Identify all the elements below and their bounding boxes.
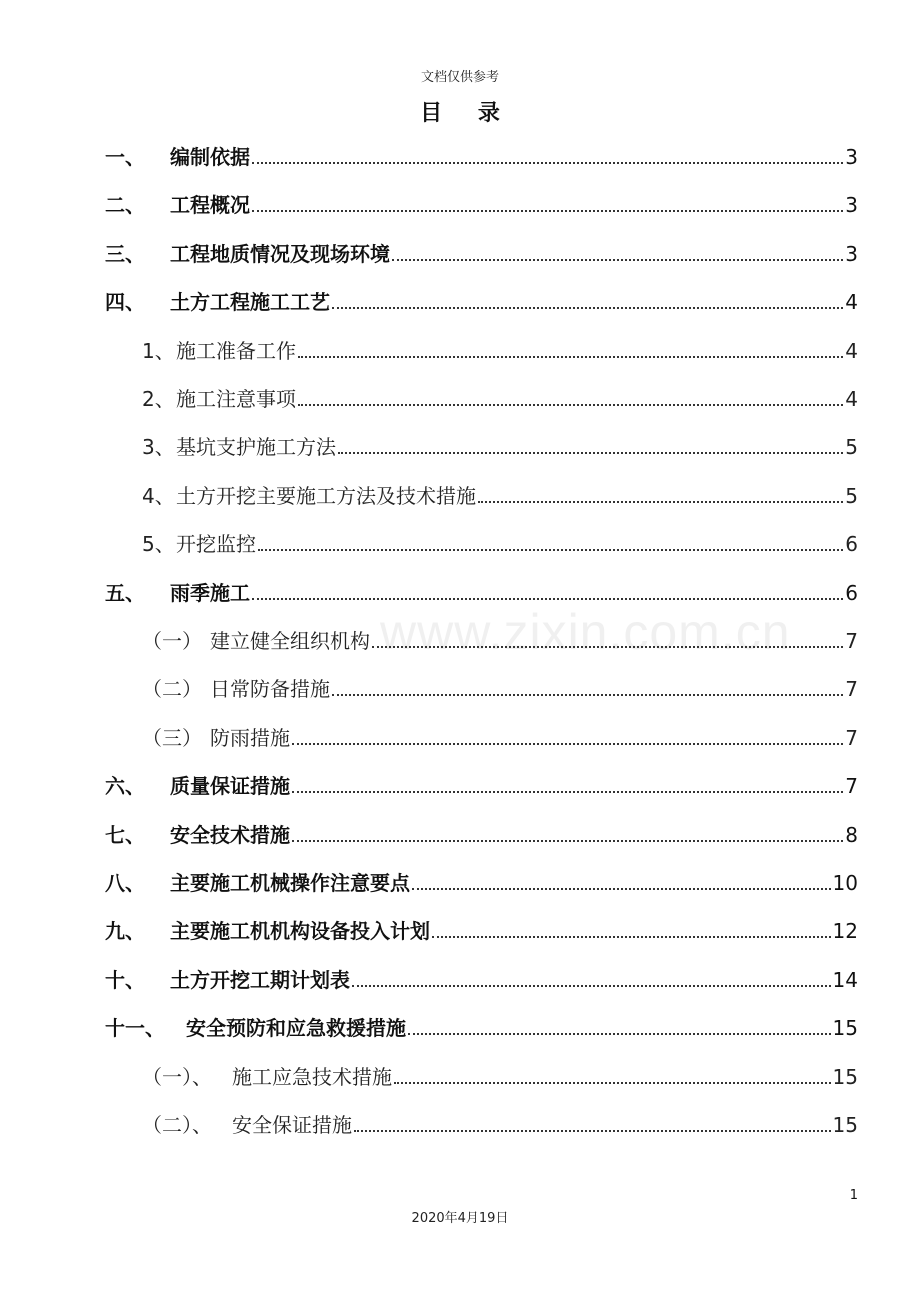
toc-dot-leader (354, 1130, 831, 1132)
toc-entry-page: 14 (832, 967, 858, 992)
toc-dot-leader (394, 1082, 831, 1084)
toc-entry-page: 3 (845, 241, 858, 266)
toc-entry-page: 6 (845, 580, 858, 605)
toc-dot-leader (478, 501, 843, 503)
toc-entry-label: 施工应急技术措施 (232, 1064, 392, 1089)
toc-entry-page: 5 (845, 483, 858, 508)
toc-entry-number: 七、 (105, 822, 145, 847)
toc-entry[interactable] (0, 626, 858, 656)
toc-entry-label: 主要施工机械操作注意要点 (170, 871, 410, 895)
toc-entry[interactable] (0, 916, 858, 946)
toc-dot-leader (252, 598, 843, 600)
toc-dot-leader (298, 404, 843, 406)
toc-entry-number: 4、 (142, 483, 175, 508)
toc-entry[interactable] (0, 723, 858, 753)
toc-entry-page: 12 (832, 919, 858, 944)
toc-entry-label: 主要施工机机构设备投入计划 (170, 919, 430, 944)
toc-entry-page: 3 (845, 145, 858, 169)
toc-entry-label: 质量保证措施 (170, 774, 290, 799)
document-header-note: 文档仅供参考 (420, 70, 499, 85)
toc-dot-leader (392, 259, 843, 261)
toc-entry[interactable] (0, 529, 858, 559)
toc-entry-label: 安全预防和应急救援措施 (186, 1016, 406, 1041)
toc-dot-leader (372, 646, 843, 648)
toc-entry[interactable] (0, 190, 858, 220)
toc-entry-number: 一、 (105, 145, 145, 169)
toc-dot-leader (298, 356, 843, 358)
toc-entry-label: 施工准备工作 (176, 338, 296, 363)
toc-entry[interactable] (0, 578, 858, 608)
toc-entry-label: 工程概况 (170, 193, 250, 218)
toc-entry-page: 10 (832, 871, 858, 895)
toc-entry[interactable] (0, 1062, 858, 1092)
toc-title: 目 录 (420, 101, 514, 126)
toc-entry[interactable] (0, 965, 858, 995)
toc-entry-page: 15 (832, 1016, 858, 1041)
toc-entry[interactable] (0, 1110, 858, 1140)
toc-dot-leader (338, 452, 843, 454)
watermark: www.zixin.com.cn (380, 604, 791, 660)
toc-dot-leader (292, 743, 843, 745)
toc-entry-page: 4 (845, 290, 858, 315)
toc-entry-label: 安全技术措施 (170, 822, 290, 847)
toc-entry[interactable] (0, 820, 858, 850)
toc-entry[interactable] (0, 481, 858, 511)
toc-entry-number: 八、 (105, 871, 145, 895)
toc-entry-label: 雨季施工 (170, 580, 250, 605)
toc-entry-page: 15 (832, 1064, 858, 1089)
toc-entry-number: 二、 (105, 193, 145, 218)
toc-dot-leader (332, 694, 843, 696)
toc-entry-label: 开挖监控 (176, 532, 256, 557)
toc-entry-page: 15 (832, 1113, 858, 1137)
toc-entry-number: 六、 (105, 774, 145, 799)
toc-entry[interactable] (0, 336, 858, 366)
toc-entry-number: （一） (142, 629, 202, 653)
toc-entry-number: 2、 (142, 387, 175, 411)
toc-entry-number: 5、 (142, 532, 175, 557)
toc-entry-label: 编制依据 (170, 145, 250, 169)
toc-entry-number: 3、 (142, 435, 175, 460)
toc-entry-page: 4 (845, 338, 858, 363)
toc-entry[interactable] (0, 1013, 858, 1043)
toc-dot-leader (332, 307, 843, 309)
toc-dot-leader (292, 791, 843, 793)
toc-entry[interactable] (0, 384, 858, 414)
toc-entry-label: 建立健全组织机构 (210, 629, 370, 653)
toc-dot-leader (352, 985, 831, 987)
toc-entry-label: 安全保证措施 (232, 1113, 352, 1137)
toc-entry-number: 十、 (105, 967, 145, 992)
toc-entry-number: 九、 (105, 919, 145, 944)
toc-entry-page: 7 (845, 677, 858, 702)
toc-entry[interactable] (0, 287, 858, 317)
toc-entry-number: （三） (142, 725, 202, 750)
toc-entry-page: 3 (845, 193, 858, 218)
toc-entry-number: 四、 (105, 290, 145, 315)
toc-entry[interactable] (0, 239, 858, 269)
toc-entry-page: 7 (845, 629, 858, 653)
toc-entry[interactable] (0, 868, 858, 898)
toc-entry-label: 基坑支护施工方法 (176, 435, 336, 460)
toc-entry-label: 土方开挖主要施工方法及技术措施 (176, 483, 476, 508)
footer-date: 2020年4月19日 (411, 1211, 509, 1226)
toc-entry-page: 5 (845, 435, 858, 460)
toc-entry-label: 日常防备措施 (210, 677, 330, 702)
toc-entry[interactable] (0, 432, 858, 462)
toc-entry-number: 1、 (142, 338, 175, 363)
toc-entry-page: 4 (845, 387, 858, 411)
toc-entry-number: 三、 (105, 241, 145, 266)
toc-dot-leader (252, 162, 843, 164)
toc-entry-number: 五、 (105, 580, 145, 605)
toc-entry-label: 土方开挖工期计划表 (170, 967, 350, 992)
toc-entry-number: （一）、 (142, 1064, 212, 1089)
toc-entry-page: 6 (845, 532, 858, 557)
toc-dot-leader (252, 210, 843, 212)
toc-entry-label: 土方工程施工工艺 (170, 290, 330, 315)
toc-entry-number: （二）、 (142, 1113, 212, 1137)
toc-entry-label: 施工注意事项 (176, 387, 296, 411)
toc-entry-label: 工程地质情况及现场环境 (170, 241, 390, 266)
toc-entry-number: （二） (142, 677, 202, 702)
toc-entry-page: 7 (845, 725, 858, 750)
toc-entry-number: 十一、 (105, 1016, 165, 1041)
toc-entry[interactable] (0, 142, 858, 172)
toc-dot-leader (258, 549, 843, 551)
toc-dot-leader (412, 888, 831, 890)
toc-dot-leader (408, 1033, 831, 1035)
toc-entry-page: 8 (845, 822, 858, 847)
page-number: 1 (849, 1188, 858, 1203)
toc-entry-label: 防雨措施 (210, 725, 290, 750)
toc-entry[interactable] (0, 674, 858, 704)
toc-dot-leader (432, 936, 831, 938)
toc-entry-page: 7 (845, 774, 858, 799)
toc-entry[interactable] (0, 771, 858, 801)
toc-dot-leader (292, 840, 843, 842)
